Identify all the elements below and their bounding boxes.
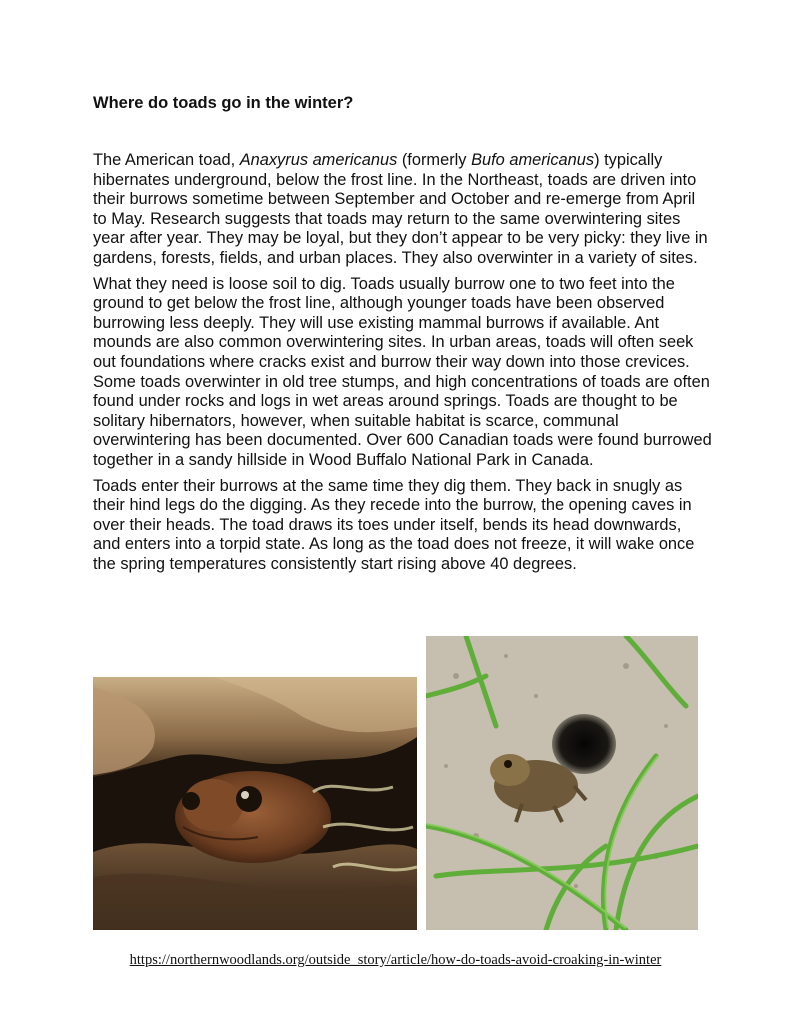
paragraph-2: What they need is loose soil to dig. Toads usually burrow one to two feet into the ground to get below the frost line, although younger toads have been observed burrowing less deeply. They will use existing mammal burrows if available. Ant mounds are also common overwintering sites. In urban areas, toads will often seek out foundations where cracks exist and burrow their way down into those crevices. Some toads overwinter in old tree stumps, and high concentrations of toads are often found under rocks and logs in wet areas around springs. Toads are thought to be solitary hibernators, however, when suitable habitat is scarce, communal overwintering has been documented. Over 600 Canadian toads were found burrowed together in a sandy hillside in Wood Buffalo National Park in Canada.	[93, 274, 712, 469]
paragraph-1	[93, 151, 713, 269]
source-link[interactable]: https://northernwoodlands.org/outside_story/article/how-do-toads-avoid-croaking-in-winter	[129, 952, 662, 968]
page-title: Where do toads go in the winter?	[93, 94, 354, 112]
article-body	[93, 151, 713, 580]
paragraph-1-text-a: The American toad,	[93, 151, 240, 169]
scientific-name-current: Anaxyrus americanus	[239, 151, 398, 169]
scientific-name-former: Bufo americanus	[471, 151, 595, 169]
paragraph-1-text-e: ) typically hibernates underground, below the frost line. In the Northeast, toads are driven into their burrows sometime between September and October and re-emerge from April to May. Research suggests that toads may return to the same overwintering sites year after year. They may be loyal, but they don’t appear to be very picky: they live in gardens, forests, fields, and urban places. They also overwinter in a variety of sites.	[93, 151, 708, 267]
paragraph-3: Toads enter their burrows at the same time they dig them. They back in snugly as their hind legs do the digging. As they recede into the burrow, the opening caves in over their heads. The toad draws its toes under itself, bends its head downwards, and enters into a torpid state. As long as the toad does not freeze, it will wake once the spring temperatures consistently start rising above 40 degrees.	[93, 476, 695, 573]
paragraph-1-text-c: (formerly	[397, 151, 472, 169]
toad-under-rocks-photo	[93, 677, 417, 930]
toad-by-burrow-photo	[426, 636, 698, 930]
